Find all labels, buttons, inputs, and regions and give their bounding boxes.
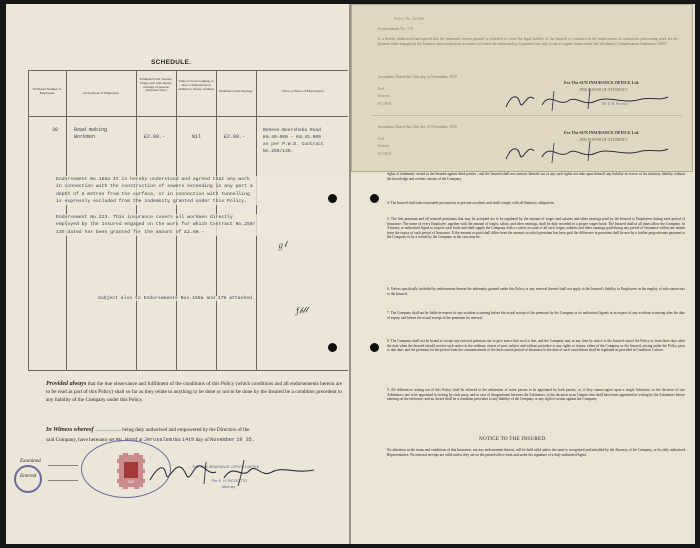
- endorsement-223: [56, 214, 346, 236]
- col-header-wages: Estimated Total Salaries, Wages and other money earnings of persons employed direct: [139, 77, 173, 93]
- endorsement-223-line: 135 dated has been granted for the amount of £2.60.-: [56, 229, 205, 235]
- signature-icon: [502, 137, 672, 165]
- initials-mark: ƒ𝒷𝓁𝓁: [295, 305, 309, 316]
- witness-month: November: [210, 436, 236, 443]
- binder-hole-icon: [370, 194, 379, 203]
- slip-per-2: PER POWER OF ATTORNEY: [580, 138, 628, 142]
- slip-ref-2: H.T.M.H.: [378, 152, 392, 156]
- condition-4: 4. The Insured shall take reasonable precautions to prevent accidents and shall comply with all Statutory obligations.: [387, 201, 555, 205]
- stamp-attorney: Attorney: [222, 485, 236, 489]
- left-page: [6, 4, 349, 544]
- endorsement-223-line: employed by the Insured engaged on the work for which Contract No.250/: [56, 222, 256, 228]
- witness-line-2a: said Company, have hereunto set: [46, 436, 115, 443]
- signature-icon: [146, 450, 326, 492]
- slip-text: It is hereby understood and agreed that the indemnity herein granted is extended to cover the legal liability of the Insured to workmen in the employment of contractors performing work for the Insured while engaged in the business and occupations in respect of which the within policy is granted, but only so far as regard claims under the Workmen's Compensation Ordinance 1926/7.: [378, 37, 678, 47]
- col-header-place: Place or Places of Employment: [282, 89, 324, 93]
- slip-entered-2: Entered: [378, 144, 390, 148]
- row-place-4: No.250/135.: [263, 149, 294, 154]
- witness-this: this: [173, 436, 181, 443]
- endorsement-168a: [56, 176, 346, 205]
- witness-line-1: being duly authorised and empowered by the Directors of the: [122, 427, 250, 433]
- notice-text: No alteration in the terms and conditions of this Insurance, nor any endorsement hereon, will be held valid unless the same is recognised and initialled by the Attorney of the Company, or his duly authorised Representative. No renewal receipts are valid unless they are on the printed office form and under the signature of a duly authorised Agent.: [387, 448, 685, 457]
- row-total: £2.00.-: [224, 134, 246, 140]
- binder-hole-icon: [328, 194, 337, 203]
- witness-lead: In Witness whereof: [46, 427, 94, 433]
- col-header-occupations: Occupations of Employees: [83, 91, 119, 95]
- row-occupation-1: Road making: [74, 127, 108, 133]
- endorsement-168a-line: Endorsement No.168a It is hereby understood and agreed that any work: [56, 177, 250, 182]
- condition-5: 5. The first premium and all renewal premiums that may be accepted are to be regulated by the amount of wages and salaries and other earnings paid by the Insured to Employees during each period of Insurance. The name of every Employee, together with the amount of wages, salary, and other earnings, shall be duly recorded in a proper wages book. The Insured shall at all times allow the Company, its Attorney or authorised Agent to inspect such book and shall supply the Company with a correct account of all such wages, salaries and other earnings paid during any period of Insurance within one month from the expiry of such period of Insurance. If the amount so paid shall differ from the amount on which premium has been paid the difference in premium shall be met by a further proportionate payment to the Company or by a refund by the Company as the case may be.: [387, 217, 685, 240]
- signature-icon: [502, 85, 672, 113]
- right-page: [351, 4, 695, 544]
- condition-3-tail: rights of indemnity vested in the Insured against third parties ; and the Insured shall not contract himself out of any such rights nor take upon himself any liability in excess of his statutory liability without the knowledge and written consent of the Company.: [387, 172, 685, 181]
- round-stamp-icon: [14, 465, 42, 493]
- schedule-title: SCHEDULE.: [151, 59, 192, 66]
- row-place-1: Beheen-Beersheba Road: [263, 128, 321, 133]
- revenue-stamp-icon: [117, 453, 145, 489]
- witness-hand: my Hand: [115, 436, 138, 443]
- col-header-total: Estimated Total Earnings: [219, 89, 253, 93]
- stamp-value: 100: [127, 479, 135, 484]
- condition-7: 7. The Company shall not be liable in respect of any accident occurring before the actual receipt of the premium by the Company or its authorised Agents or in respect of any accident occurring after the date of expiry and before the actual receipt of the premium for renewal.: [387, 311, 685, 320]
- row-place-2: Km.40.000 - Km.45.000: [263, 135, 321, 140]
- slip-exd-2: Exd.: [378, 137, 385, 141]
- witness-day-no: 14th: [181, 436, 195, 443]
- provided-lead: Provided always: [46, 381, 87, 387]
- witness-year: 19 35.: [236, 436, 255, 443]
- binder-hole-icon: [370, 343, 379, 352]
- slip-attorney-1: Mr. E.M. Piccioto: [602, 102, 628, 106]
- row-occupation-2: Workmen: [74, 134, 96, 140]
- slip-per-1: PER POWER OF ATTORNEY: [580, 88, 628, 92]
- row-count: 30: [52, 127, 59, 133]
- row-board: Nil: [192, 134, 202, 140]
- endorsement-slip: [351, 4, 693, 172]
- witness-place: Jerusalem: [143, 436, 172, 443]
- slip-policy-no: Policy No. 451262: [394, 16, 425, 21]
- witness-at: at: [138, 436, 143, 443]
- subject-line: Subject also to Endorsements Nos.168a and 179 attached.: [98, 296, 255, 301]
- slip-endorsement-no: Endorsement No. 179: [378, 26, 413, 31]
- slip-ref-1: H.T.M.H.: [378, 102, 392, 106]
- condition-6: 6. Unless specifically included by endorsement hereon the indemnity granted under this Policy or any renewal thereof shall not apply to the Insured's liability to Employees in the employ of sub-contractors to the Insured.: [387, 287, 685, 296]
- condition-9: 9. All differences arising out of this Policy shall be referred to the arbitration of some person to be appointed by both parties, or, if they cannot agree upon a single Arbitrator, to the decision of two Arbitrators, one to be appointed in writing by each party, and in case of disagreement between the Arbitrators, to the decision of an Umpire who shall have been appointed in writing by the Arbitrators before entering on the reference, and an Award shall be a condition precedent to any liability of the Company or any right of action against the Company.: [387, 388, 685, 402]
- slip-sun-2: For The SUN INSURANCE OFFICE Ltd.: [564, 130, 640, 135]
- row-place-3: as per P.W.D. Contract: [263, 142, 324, 147]
- col-header-board: Value of board, lodging, or other considerations in addition to money earnings: [178, 79, 214, 91]
- examined-label: Examined: [20, 458, 41, 464]
- provided-text: that the due observance and fulfilment of the conditions of this Policy (which conditions and all endorsements hereon are to be read as part of this Policy) shall so far as they relate to anything to be done or not to be done by the Insured be a condition precedent to any liability of the Company under this Policy.: [46, 381, 342, 403]
- endorsement-168a-line: depth of 8 metres from the surface, or in connection with tunnelling: [56, 191, 250, 197]
- endorsement-223-line: Endorsement No.223. This insurance covers all workmen directly: [56, 215, 233, 220]
- stamp-company: THE SUN INSURANCE OFFICE LIMITED: [192, 465, 260, 469]
- stamp-per: Per E. H. PICCIOTTO: [212, 479, 248, 483]
- row-wages: £2.00.-: [144, 134, 166, 140]
- col-header-employees: Estimated Number of Employees: [32, 87, 62, 95]
- binder-hole-icon: [328, 343, 337, 352]
- endorsement-168a-line: in connection with the construction of sewers exceeding in any part a: [56, 184, 253, 190]
- slip-sun-1: For The SUN INSURANCE OFFICE Ltd.: [564, 80, 640, 85]
- slip-dated-1: Jerusalem, Dated this 14th day of November, 1935: [378, 75, 458, 79]
- notice-title: NOTICE TO THE INSURED.: [479, 436, 547, 442]
- slip-exd-1: Exd.: [378, 87, 385, 91]
- witness-clause: [46, 426, 346, 444]
- condition-8: 8. The Company shall not be bound to accept any renewal premium nor to give notice that such is due, and the Company may at any time by notice to the Insured cancel the Policy as from three days after the date when the Insured should receive such notice in the ordinary course of post, subject and without prejudice to any rights or claims, either of the Company or the Insured, arising under the Policy prior to that date, and the premium for the period from the commencement of the then current period of Insurance to the date of such cancellation shall be regulated as provided in Condition 5 above.: [387, 339, 685, 353]
- witness-day-of: day of: [195, 436, 209, 443]
- endorsement-168a-line: is expressly excluded from the indemnity granted under this Policy.: [56, 199, 247, 205]
- slip-dated-2: Jerusalem, Dated this 14th day of November, 1935: [378, 125, 458, 129]
- initials-mark: ℊ𝓁: [275, 239, 288, 252]
- entered-label: Entered: [20, 473, 37, 479]
- provided-clause: [46, 380, 342, 405]
- slip-entered-1: Entered: [378, 94, 390, 98]
